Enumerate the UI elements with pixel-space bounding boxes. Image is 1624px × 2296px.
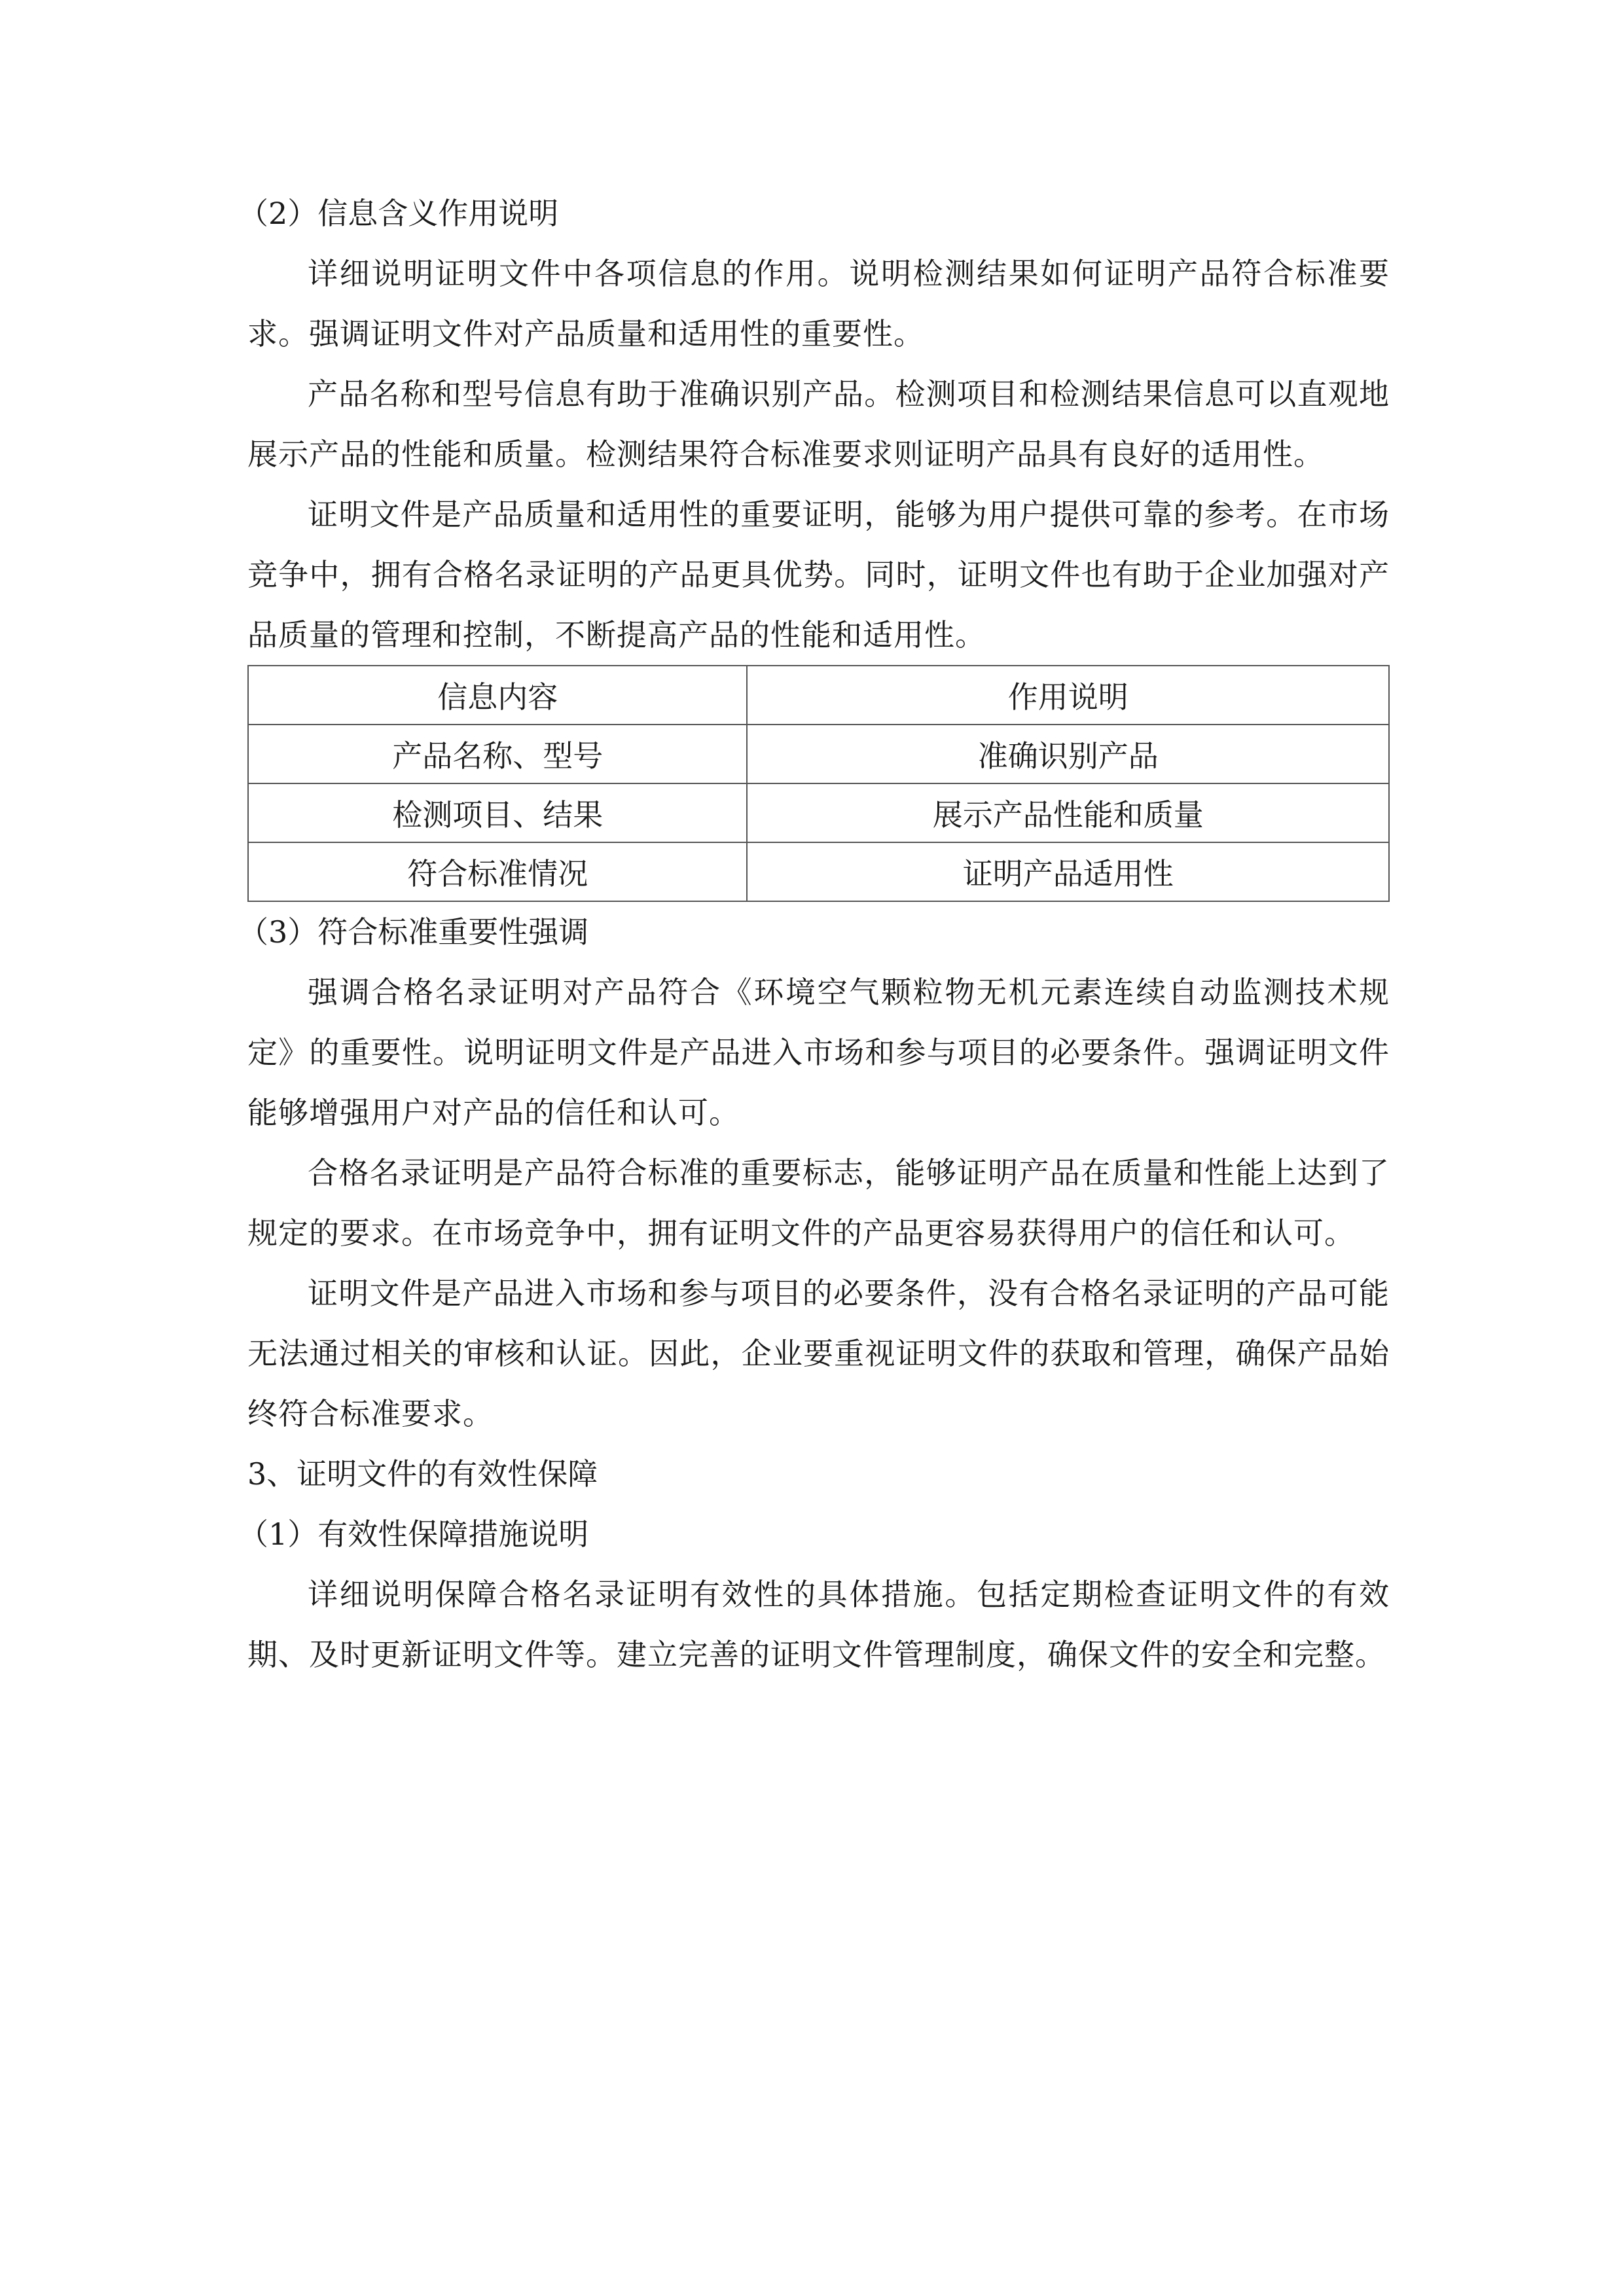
paragraph: 证明文件是产品进入市场和参与项目的必要条件，没有合格名录证明的产品可能无法通过相关的审核和认证。因此，企业要重视证明文件的获取和管理，确保产品始终符合标准要求。 bbox=[247, 1276, 1390, 1431]
info-table bbox=[247, 665, 1390, 902]
page-content bbox=[238, 183, 1390, 1685]
table-header-cell: 作用说明 bbox=[747, 666, 1389, 725]
table-cell: 符合标准情况 bbox=[248, 842, 747, 901]
paragraph: 详细说明保障合格名录证明有效性的具体措施。包括定期检查证明文件的有效期、及时更新证明文件等。建立完善的证明文件管理制度，确保文件的安全和完整。 bbox=[247, 1577, 1390, 1672]
table-row bbox=[248, 842, 1389, 901]
paragraph: 详细说明证明文件中各项信息的作用。说明检测结果如何证明产品符合标准要求。强调证明文件对产品质量和适用性的重要性。 bbox=[247, 256, 1390, 351]
table-header-row bbox=[248, 666, 1389, 725]
paragraph: 产品名称和型号信息有助于准确识别产品。检测项目和检测结果信息可以直观地展示产品的性能和质量。检测结果符合标准要求则证明产品具有良好的适用性。 bbox=[247, 376, 1390, 472]
table-cell: 展示产品性能和质量 bbox=[747, 783, 1389, 842]
table-row bbox=[248, 783, 1389, 842]
paragraph: 证明文件是产品质量和适用性的重要证明，能够为用户提供可靠的参考。在市场竞争中，拥有合格名录证明的产品更具优势。同时，证明文件也有助于企业加强对产品质量的管理和控制，不断提高产品的性能和适用性。 bbox=[247, 497, 1390, 653]
table-row bbox=[248, 725, 1389, 783]
section-heading-info-meaning: （2）信息含义作用说明 bbox=[238, 196, 559, 231]
paragraph: 合格名录证明是产品符合标准的重要标志，能够证明产品在质量和性能上达到了规定的要求。在市场竞争中，拥有证明文件的产品更容易获得用户的信任和认可。 bbox=[247, 1155, 1390, 1251]
table-cell: 准确识别产品 bbox=[747, 725, 1389, 783]
table-header-cell: 信息内容 bbox=[248, 666, 747, 725]
paragraph: 强调合格名录证明对产品符合《环境空气颗粒物无机元素连续自动监测技术规定》的重要性。说明证明文件是产品进入市场和参与项目的必要条件。强调证明文件能够增强用户对产品的信任和认可。 bbox=[247, 975, 1390, 1130]
table-cell: 证明产品适用性 bbox=[747, 842, 1389, 901]
table-cell: 产品名称、型号 bbox=[248, 725, 747, 783]
table-cell: 检测项目、结果 bbox=[248, 783, 747, 842]
section-heading-validity-measures: （1）有效性保障措施说明 bbox=[238, 1516, 589, 1552]
chapter-heading-validity: 3、证明文件的有效性保障 bbox=[247, 1456, 598, 1492]
section-heading-standard-importance: （3）符合标准重要性强调 bbox=[238, 914, 589, 950]
